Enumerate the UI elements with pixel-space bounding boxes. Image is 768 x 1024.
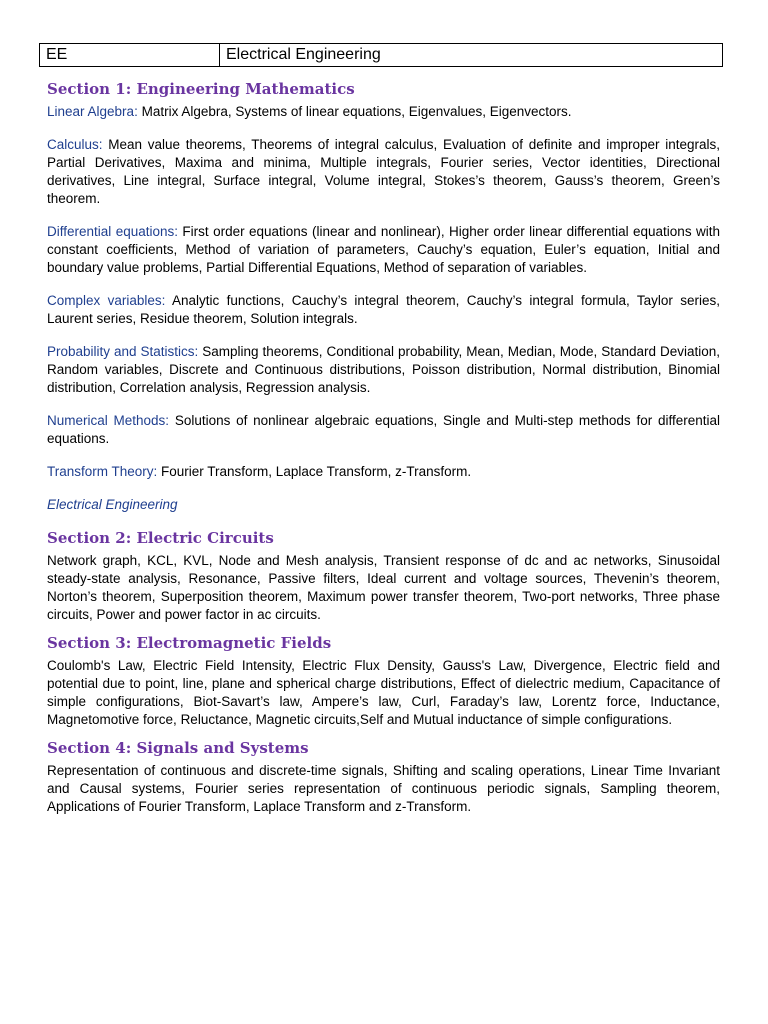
topic-numerical-methods	[47, 412, 720, 448]
topic-label: Linear Algebra:	[47, 104, 138, 119]
subject-code: EE	[40, 44, 220, 66]
topic-text: First order equations (linear and nonlinear), Higher order linear differential equations with constant coefficients, Method of variation of parameters, Cauchy’s equation, Euler’s equation, Initial and boundary value problems, Partial Differential Equations, Method of separation of variables.	[47, 224, 720, 275]
topic-label: Calculus:	[47, 137, 103, 152]
topic-label: Transform Theory:	[47, 464, 158, 479]
topic-differential-equations	[47, 223, 720, 277]
topic-text: Sampling theorems, Conditional probability, Mean, Median, Mode, Standard Deviation, Random variables, Discrete and Continuous distributions, Poisson distribution, Normal distribution, Binomial distribution, Correlation analysis, Regression analysis.	[47, 344, 720, 395]
topic-label: Numerical Methods:	[47, 413, 170, 428]
topic-probability-statistics	[47, 343, 720, 397]
topic-text: Solutions of nonlinear algebraic equations, Single and Multi-step methods for differential equations.	[47, 413, 720, 446]
section-3-text: Coulomb's Law, Electric Field Intensity, Electric Flux Density, Gauss's Law, Divergence, Electric field and potential due to point, line, plane and spherical charge distributions, Effect of dielectric medium, Capacitance of simple configurations, Biot-Savart’s law, Ampere’s law, Curl, Faraday’s law, Lorentz force, Inductance, Magnetomotive force, Reluctance, Magnetic circuits,Self and Mutual inductance of simple configurations.	[47, 658, 720, 727]
topic-label: Differential equations:	[47, 224, 178, 239]
topic-transform-theory	[47, 463, 720, 481]
subject-header-table	[39, 43, 723, 67]
topic-complex-variables	[47, 292, 720, 328]
topic-label: Complex variables:	[47, 293, 166, 308]
syllabus-content	[47, 78, 720, 824]
topic-text: Fourier Transform, Laplace Transform, z-Transform.	[157, 464, 472, 479]
section-4-title: Section 4: Signals and Systems	[47, 739, 309, 757]
section-3-title: Section 3: Electromagnetic Fields	[47, 634, 332, 652]
section-2-text: Network graph, KCL, KVL, Node and Mesh analysis, Transient response of dc and ac networks, Sinusoidal steady-state analysis, Resonance, Passive filters, Ideal current and voltage sources, Thevenin’s theorem, Norton’s theorem, Superposition theorem, Maximum power transfer theorem, Two-port networks, Three phase circuits, Power and power factor in ac circuits.	[47, 553, 720, 622]
subject-name: Electrical Engineering	[226, 46, 381, 63]
section-2-title: Section 2: Electric Circuits	[47, 529, 274, 547]
topic-linear-algebra	[47, 103, 720, 121]
section-4-text: Representation of continuous and discrete-time signals, Shifting and scaling operations, Linear Time Invariant and Causal systems, Fourier series representation of continuous periodic signals, Sampling theorem, Applications of Fourier Transform, Laplace Transform and z-Transform.	[47, 763, 720, 814]
topic-label: Probability and Statistics:	[47, 344, 199, 359]
section-1-title: Section 1: Engineering Mathematics	[47, 80, 355, 98]
electrical-engineering-subheading: Electrical Engineering	[47, 497, 178, 512]
topic-calculus	[47, 136, 720, 208]
topic-text: Mean value theorems, Theorems of integral calculus, Evaluation of definite and improper integrals, Partial Derivatives, Maxima and minima, Multiple integrals, Fourier series, Vector identities, Directional derivatives, Line integral, Surface integral, Volume integral, Stokes’s theorem, Gauss’s theorem, Green’s theorem.	[47, 137, 720, 206]
topic-text: Matrix Algebra, Systems of linear equations, Eigenvalues, Eigenvectors.	[137, 104, 572, 119]
topic-text: Analytic functions, Cauchy’s integral theorem, Cauchy’s integral formula, Taylor series, Laurent series, Residue theorem, Solution integrals.	[47, 293, 720, 326]
